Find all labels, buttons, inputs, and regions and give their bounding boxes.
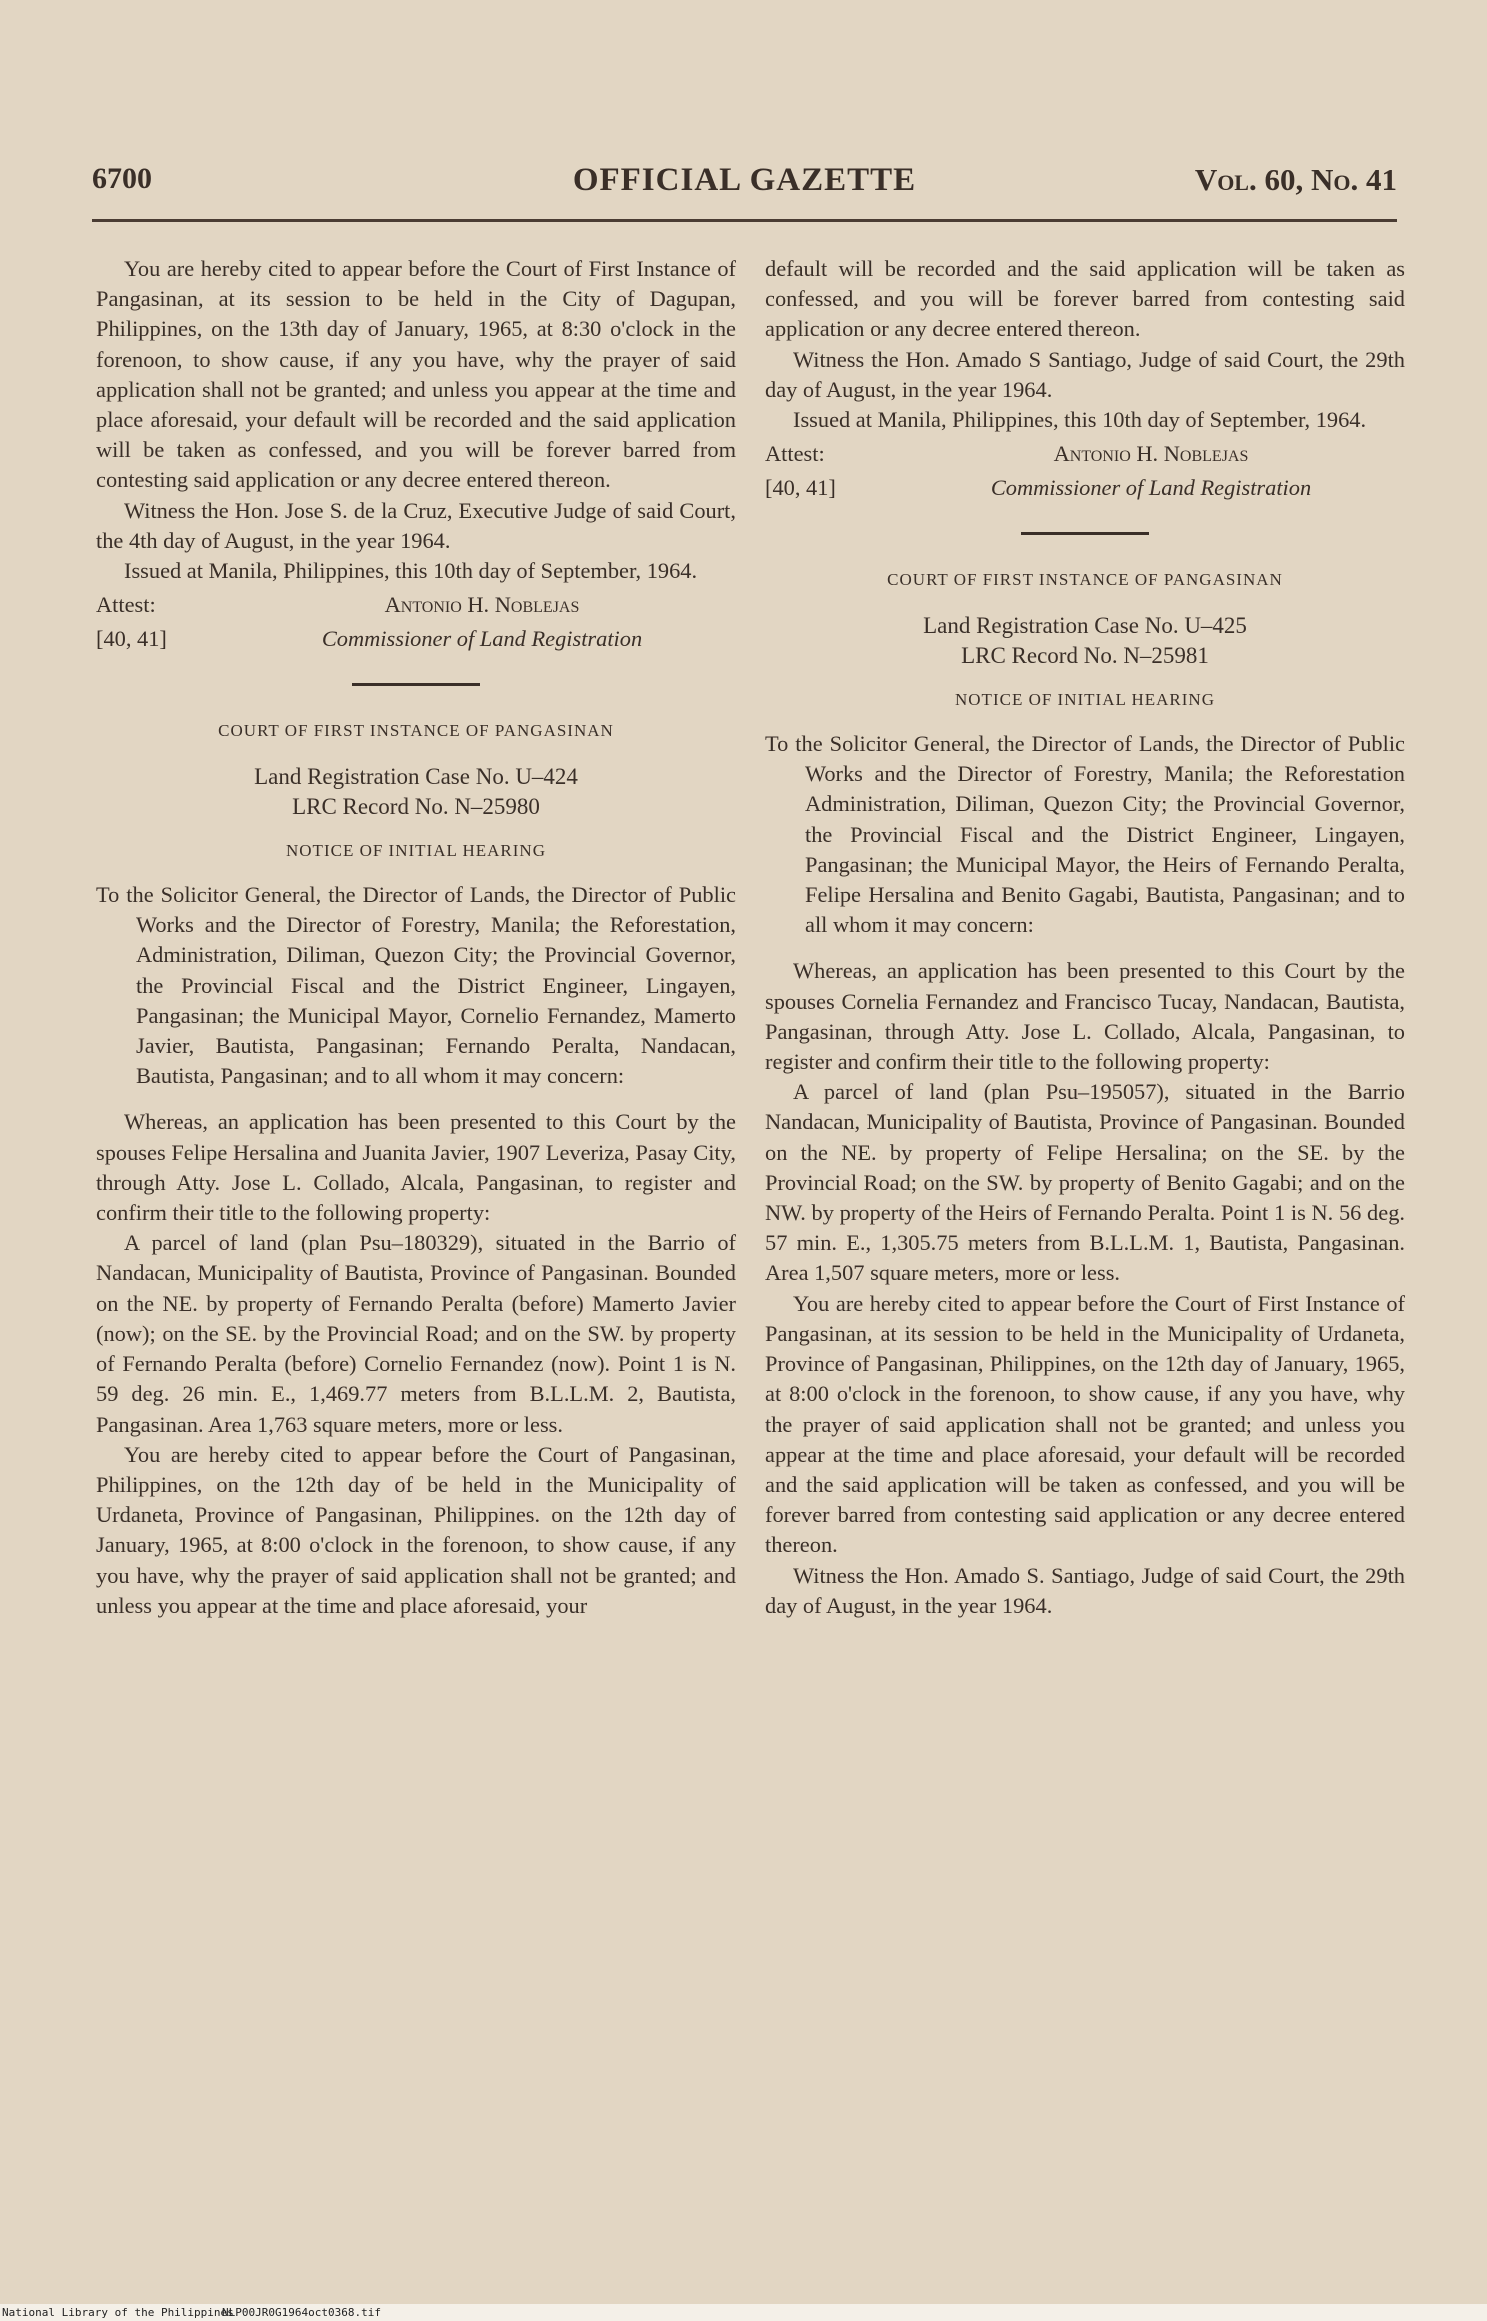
addressees-paragraph: To the Solicitor General, the Director of Lands, the Director of Public Works and the Director of Forestry, Manila; the Reforestation Administration, Diliman, Quezon City; the Provincial Governor, the Provincial Fiscal and the District Engineer, Lingayen, Pangasinan; the Municipal Mayor, the Heirs of Fernando Peralta, Felipe Hersalina and Benito Gagabi, Bautista, Pangasinan; and to all whom it may concern:: [765, 731, 1405, 938]
page-number: 6700: [92, 162, 152, 195]
lrc-record-number: LRC Record No. N–25981: [961, 642, 1209, 668]
section-divider: [1021, 532, 1149, 535]
right-witness-paragraph: Witness the Hon. Amado S Santiago, Judge of said Court, the 29th day of August, in the year 1964.: [765, 346, 1405, 402]
scan-footer: [0, 2304, 1487, 2321]
attest-signatory: Antonio H. Noblejas: [384, 592, 580, 618]
attest-label: Attest:: [96, 592, 156, 618]
right-continuation-paragraph: default will be recorded and the said application will be taken as confessed, and you will be forever barred from contesting said application or any decree entered thereon.: [765, 256, 1405, 342]
publication-title: OFFICIAL GAZETTE: [572, 162, 917, 198]
case-number: Land Registration Case No. U–425: [923, 612, 1247, 638]
right-attest-role-line: [765, 473, 1405, 503]
volume-number: Vol. 60, No. 41: [1194, 162, 1397, 197]
notice-heading: NOTICE OF INITIAL HEARING: [286, 840, 546, 860]
notice-heading: NOTICE OF INITIAL HEARING: [955, 689, 1215, 709]
header-rule: [92, 219, 1397, 222]
section-divider: [352, 683, 480, 686]
lrc-record-number: LRC Record No. N–25980: [292, 793, 540, 819]
right-attest-line: [765, 439, 1405, 469]
court-heading: COURT OF FIRST INSTANCE OF PANGASINAN: [887, 569, 1283, 589]
court-heading: COURT OF FIRST INSTANCE OF PANGASINAN: [218, 720, 614, 740]
application-paragraph: Whereas, an application has been presented to this Court by the spouses Felipe Hersalina and Juanita Javier, 1907 Leveriza, Pasay City, through Atty. Jose L. Collado, Alcala, Pangasinan, to register and confirm their title to the following property:: [96, 1109, 736, 1226]
parcel-description-paragraph: A parcel of land (plan Psu–180329), situated in the Barrio of Nandacan, Municipality of Bautista, Province of Pangasinan. Bounded on the NE. by property of Fernando Peralta (before) Mamerto Javier (now); on the SE. by the Provincial Road; and on the SW. by property of Fernando Peralta (before) Cornelio Fernandez (now). Point 1 is N. 59 deg. 26 min. E., 1,469.77 meters from B.L.L.M. 2, Bautista, Pangasinan. Area 1,763 square meters, more or less.: [96, 1230, 736, 1437]
citation-paragraph: You are hereby cited to appear before the Court of First Instance of Pangasinan, at its session to be held in the Municipality of Urdaneta, Province of Pangasinan, Philippines, on the 12th day of January, 1965, at 8:00 o'clock in the forenoon, to show cause, if any you have, why the prayer of said application shall not be granted; and unless you appear at the time and place aforesaid, your default will be recorded and the said application will be taken as confessed, and you will be forever barred from contesting said application or any decree entered thereon.: [765, 1290, 1405, 1558]
attest-role: Commissioner of Land Registration: [990, 475, 1312, 501]
left-column: [96, 254, 736, 1621]
left-issued-paragraph: Issued at Manila, Philippines, this 10th day of September, 1964.: [124, 558, 698, 584]
right-column: [765, 254, 1405, 1621]
left-attest-role-line: [96, 624, 736, 654]
witness-paragraph: Witness the Hon. Amado S. Santiago, Judge of said Court, the 29th day of August, in the year 1964.: [765, 1562, 1405, 1618]
attest-issue-ref: [40, 41]: [765, 475, 836, 501]
attest-role: Commissioner of Land Registration: [321, 626, 643, 652]
application-paragraph: Whereas, an application has been presented to this Court by the spouses Cornelia Fernandez and Francisco Tucay, Nandacan, Bautista, Pangasinan, through Atty. Jose L. Collado, Alcala, Pangasinan, to register and confirm their title to the following property:: [765, 958, 1405, 1075]
right-issued-paragraph: Issued at Manila, Philippines, this 10th day of September, 1964.: [793, 407, 1367, 433]
citation-paragraph: You are hereby cited to appear before the Court of Pangasinan, Philippines, on the 12th day of be held in the Municipality of Urdaneta, Province of Pangasinan, Philippines. on the 12th day of January, 1965, at 8:00 o'clock in the forenoon, to show cause, if any you have, why the prayer of said application shall not be granted; and unless you appear at the time and place aforesaid, your: [96, 1441, 736, 1618]
library-credit: National Library of the Philippines: [2, 2306, 234, 2319]
left-citation-paragraph: You are hereby cited to appear before the Court of First Instance of Pangasinan, at its session to be held in the City of Dagupan, Philippines, on the 13th day of January, 1965, at 8:30 o'clock in the forenoon, to show cause, if any you have, why the prayer of said application shall not be granted; and unless you appear at the time and place aforesaid, your default will be recorded and the said application will be taken as confessed, and you will be forever barred from contesting said application or any decree entered thereon.: [96, 256, 736, 493]
left-attest-line: [96, 590, 736, 620]
addressees-paragraph: To the Solicitor General, the Director of Lands, the Director of Public Works and the Director of Forestry, Manila; the Reforestation, Administration, Diliman, Quezon City; the Provincial Governor, the Provincial Fiscal and the District Engineer, Lingayen, Pangasinan; the Municipal Mayor, Cornelio Fernandez, Mamerto Javier, Bautista, Pangasinan; Fernando Peralta, Nandacan, Bautista, Pangasinan; and to all whom it may concern:: [96, 882, 736, 1089]
scan-filename: NLP00JR0G1964oct0368.tif: [222, 2306, 381, 2319]
parcel-description-paragraph: A parcel of land (plan Psu–195057), situated in the Barrio Nandacan, Municipality of Bautista, Province of Pangasinan. Bounded on the NE. by property of Felipe Hersalina; on the SE. by the Provincial Road; on the SW. by property of Benito Gagabi; and on the NW. by property of the Heirs of Fernando Peralta. Point 1 is N. 56 deg. 57 min. E., 1,305.75 meters from B.L.L.M. 1, Bautista, Pangasinan. Area 1,507 square meters, more or less.: [765, 1079, 1405, 1286]
page-header: [92, 162, 1397, 212]
attest-label: Attest:: [765, 441, 825, 467]
case-number: Land Registration Case No. U–424: [254, 763, 578, 789]
attest-signatory: Antonio H. Noblejas: [1053, 441, 1249, 467]
left-witness-paragraph: Witness the Hon. Jose S. de la Cruz, Executive Judge of said Court, the 4th day of August, in the year 1964.: [96, 497, 736, 553]
attest-issue-ref: [40, 41]: [96, 626, 167, 652]
